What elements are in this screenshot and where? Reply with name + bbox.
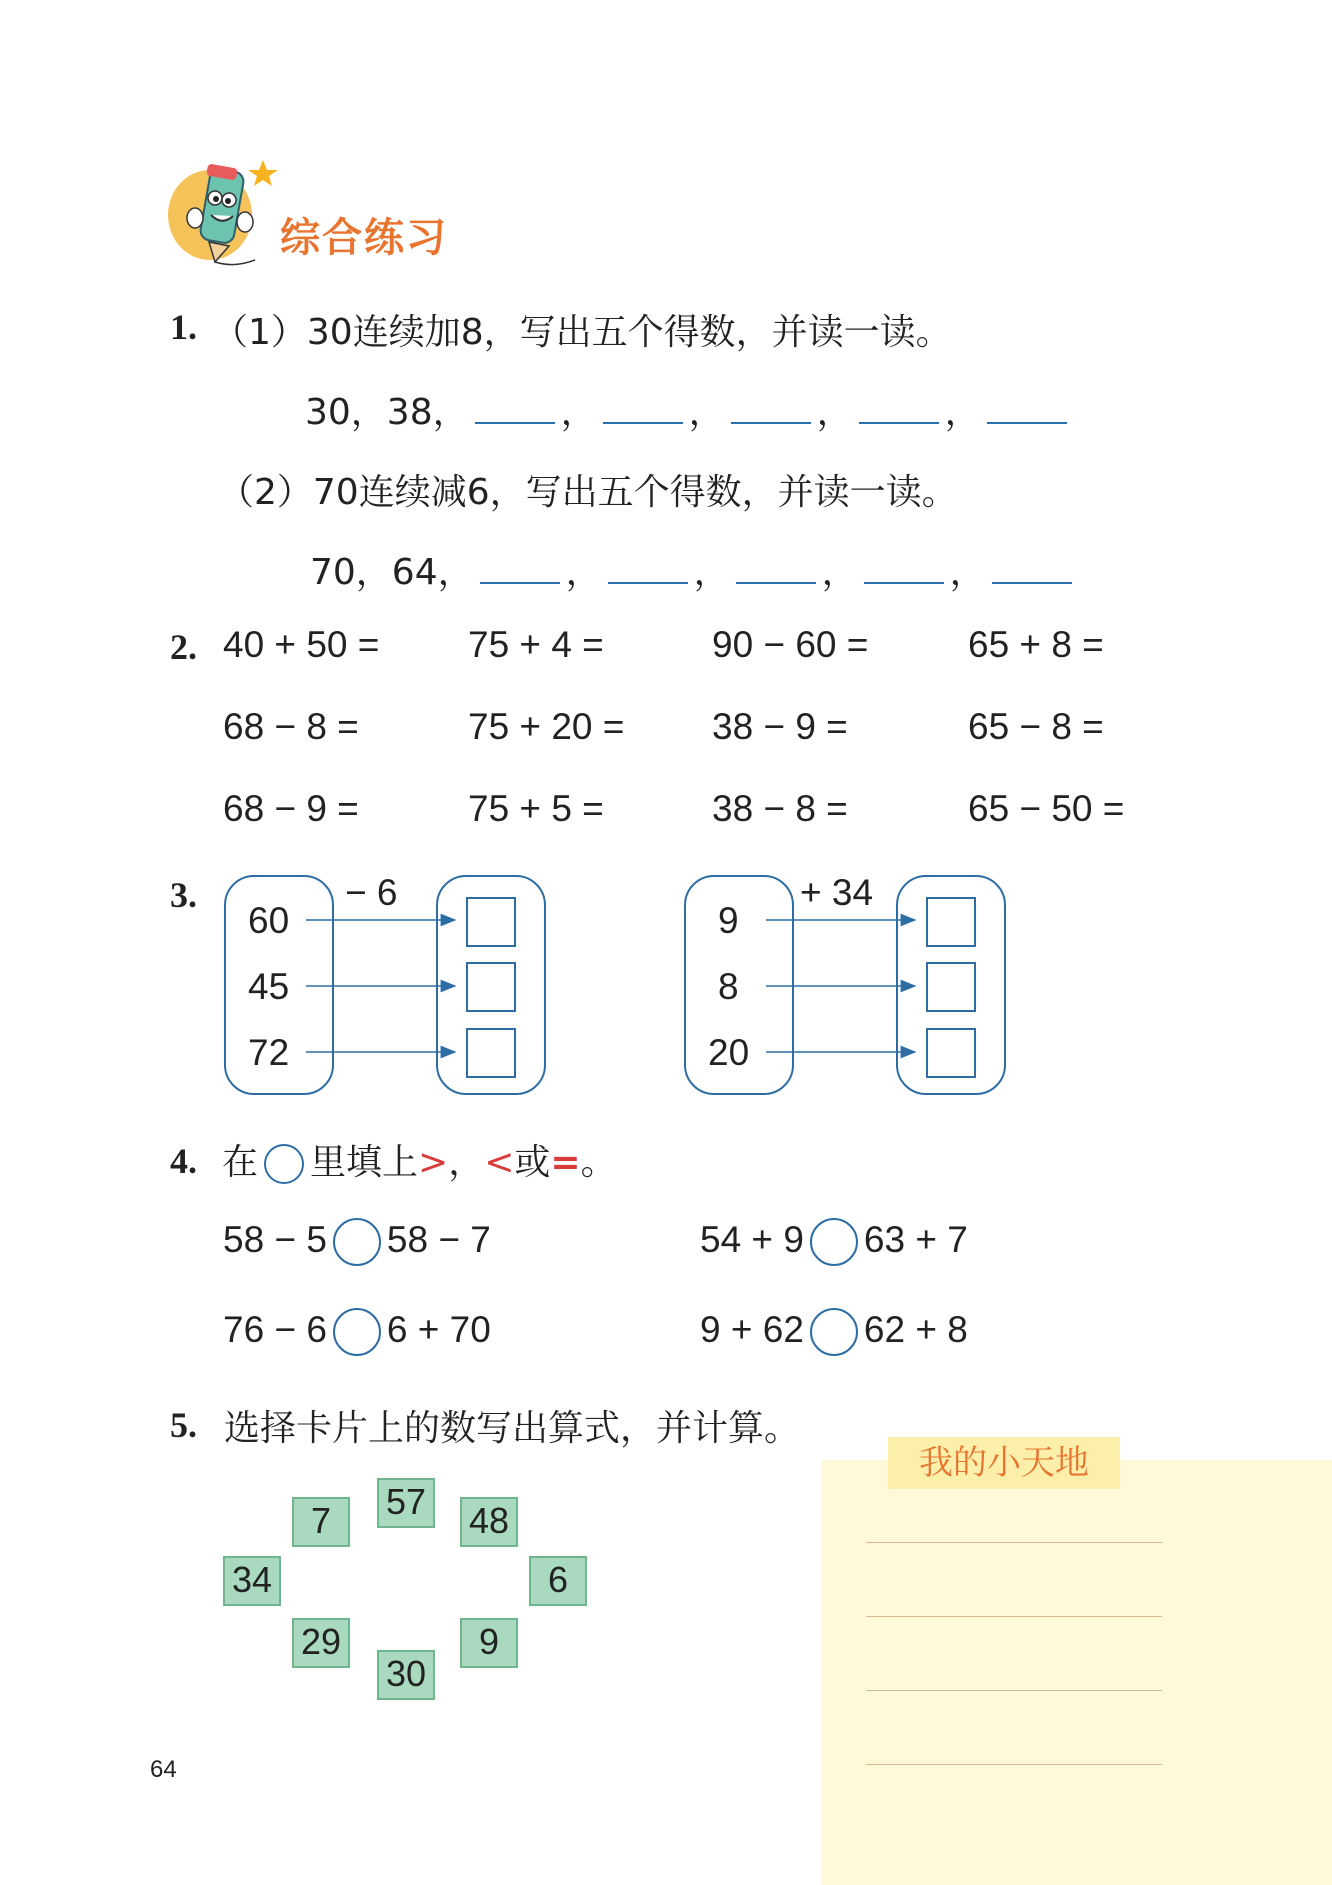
compare-circle[interactable] — [810, 1218, 858, 1266]
question-number: 2. — [170, 627, 197, 667]
answer-blank[interactable] — [992, 582, 1072, 584]
compare-circle[interactable] — [333, 1308, 381, 1356]
note-line[interactable] — [866, 1764, 1162, 1765]
input-value: 9 — [718, 900, 739, 941]
note-area — [822, 1460, 1332, 1885]
equation: 75 + 4 = — [468, 624, 604, 665]
answer-box[interactable] — [926, 962, 976, 1012]
q4-instruction: 在 里填上>，<或=。 — [222, 1142, 617, 1183]
input-value: 45 — [248, 966, 290, 1007]
answer-blank[interactable] — [987, 422, 1067, 424]
equation: 65 − 50 = — [968, 788, 1125, 829]
equation: 75 + 20 = — [468, 706, 625, 747]
number-card[interactable]: 48 — [460, 1497, 518, 1547]
number-card[interactable]: 34 — [223, 1556, 281, 1606]
answer-blank[interactable] — [736, 582, 816, 584]
answer-box[interactable] — [926, 897, 976, 947]
answer-box[interactable] — [926, 1028, 976, 1078]
q5-text: 选择卡片上的数写出算式，并计算。 — [224, 1408, 801, 1449]
answer-blank[interactable] — [608, 582, 688, 584]
compare-row: 9 + 62 62 + 8 — [700, 1308, 968, 1356]
answer-box[interactable] — [466, 962, 516, 1012]
section-header — [165, 160, 465, 270]
number-card[interactable]: 9 — [460, 1618, 518, 1668]
input-value: 8 — [718, 966, 739, 1007]
note-line[interactable] — [866, 1690, 1162, 1691]
question-number: 5. — [170, 1405, 197, 1445]
q1-part2-given: 70，64， — [310, 552, 474, 593]
answer-box[interactable] — [466, 897, 516, 947]
note-line[interactable] — [866, 1616, 1162, 1617]
note-area-title: 我的小天地 — [888, 1437, 1120, 1489]
number-card[interactable]: 7 — [292, 1497, 350, 1547]
answer-blank[interactable] — [731, 422, 811, 424]
q1-part1-text: （1）30连续加8，写出五个得数，并读一读。 — [212, 312, 952, 353]
q1-part2-text: （2）70连续减6，写出五个得数，并读一读。 — [218, 472, 958, 513]
equation: 75 + 5 = — [468, 788, 604, 829]
answer-blank[interactable] — [480, 582, 560, 584]
compare-circle[interactable] — [333, 1218, 381, 1266]
q1-part2-answers: 70，64， ， ， ， ， — [310, 544, 1078, 595]
compare-row: 58 − 5 58 − 7 — [223, 1218, 491, 1266]
question-number: 1. — [170, 307, 197, 347]
equation: 65 − 8 = — [968, 706, 1104, 747]
equation: 90 − 60 = — [712, 624, 869, 665]
equation: 65 + 8 = — [968, 624, 1104, 665]
equation: 68 − 9 = — [223, 788, 359, 829]
operation-label: − 6 — [345, 872, 398, 913]
answer-blank[interactable] — [475, 422, 555, 424]
q1-part1-given: 30，38， — [305, 392, 469, 433]
pencil-mascot-icon — [165, 160, 285, 270]
answer-box[interactable] — [466, 1028, 516, 1078]
operation-label: + 34 — [800, 872, 874, 913]
input-value: 60 — [248, 900, 290, 941]
compare-circle[interactable] — [810, 1308, 858, 1356]
circle-icon — [264, 1144, 304, 1184]
input-value: 72 — [248, 1032, 290, 1073]
equation: 38 − 8 = — [712, 788, 848, 829]
compare-row: 76 − 6 6 + 70 — [223, 1308, 491, 1356]
number-card[interactable]: 6 — [529, 1556, 587, 1606]
equation: 68 − 8 = — [223, 706, 359, 747]
equation: 40 + 50 = — [223, 624, 380, 665]
note-line[interactable] — [866, 1542, 1162, 1543]
page-title: 综合练习 — [280, 215, 448, 261]
q1-part1-answers: 30，38， ， ， ， ， — [305, 384, 1073, 435]
number-card[interactable]: 57 — [377, 1478, 435, 1528]
number-card[interactable]: 29 — [292, 1618, 350, 1668]
question-number: 4. — [170, 1141, 197, 1181]
answer-blank[interactable] — [864, 582, 944, 584]
compare-row: 54 + 9 63 + 7 — [700, 1218, 968, 1266]
equation: 38 − 9 = — [712, 706, 848, 747]
answer-blank[interactable] — [859, 422, 939, 424]
question-number: 3. — [170, 875, 197, 915]
answer-blank[interactable] — [603, 422, 683, 424]
input-value: 20 — [708, 1032, 750, 1073]
number-card[interactable]: 30 — [377, 1650, 435, 1700]
page-number: 64 — [150, 1756, 177, 1783]
